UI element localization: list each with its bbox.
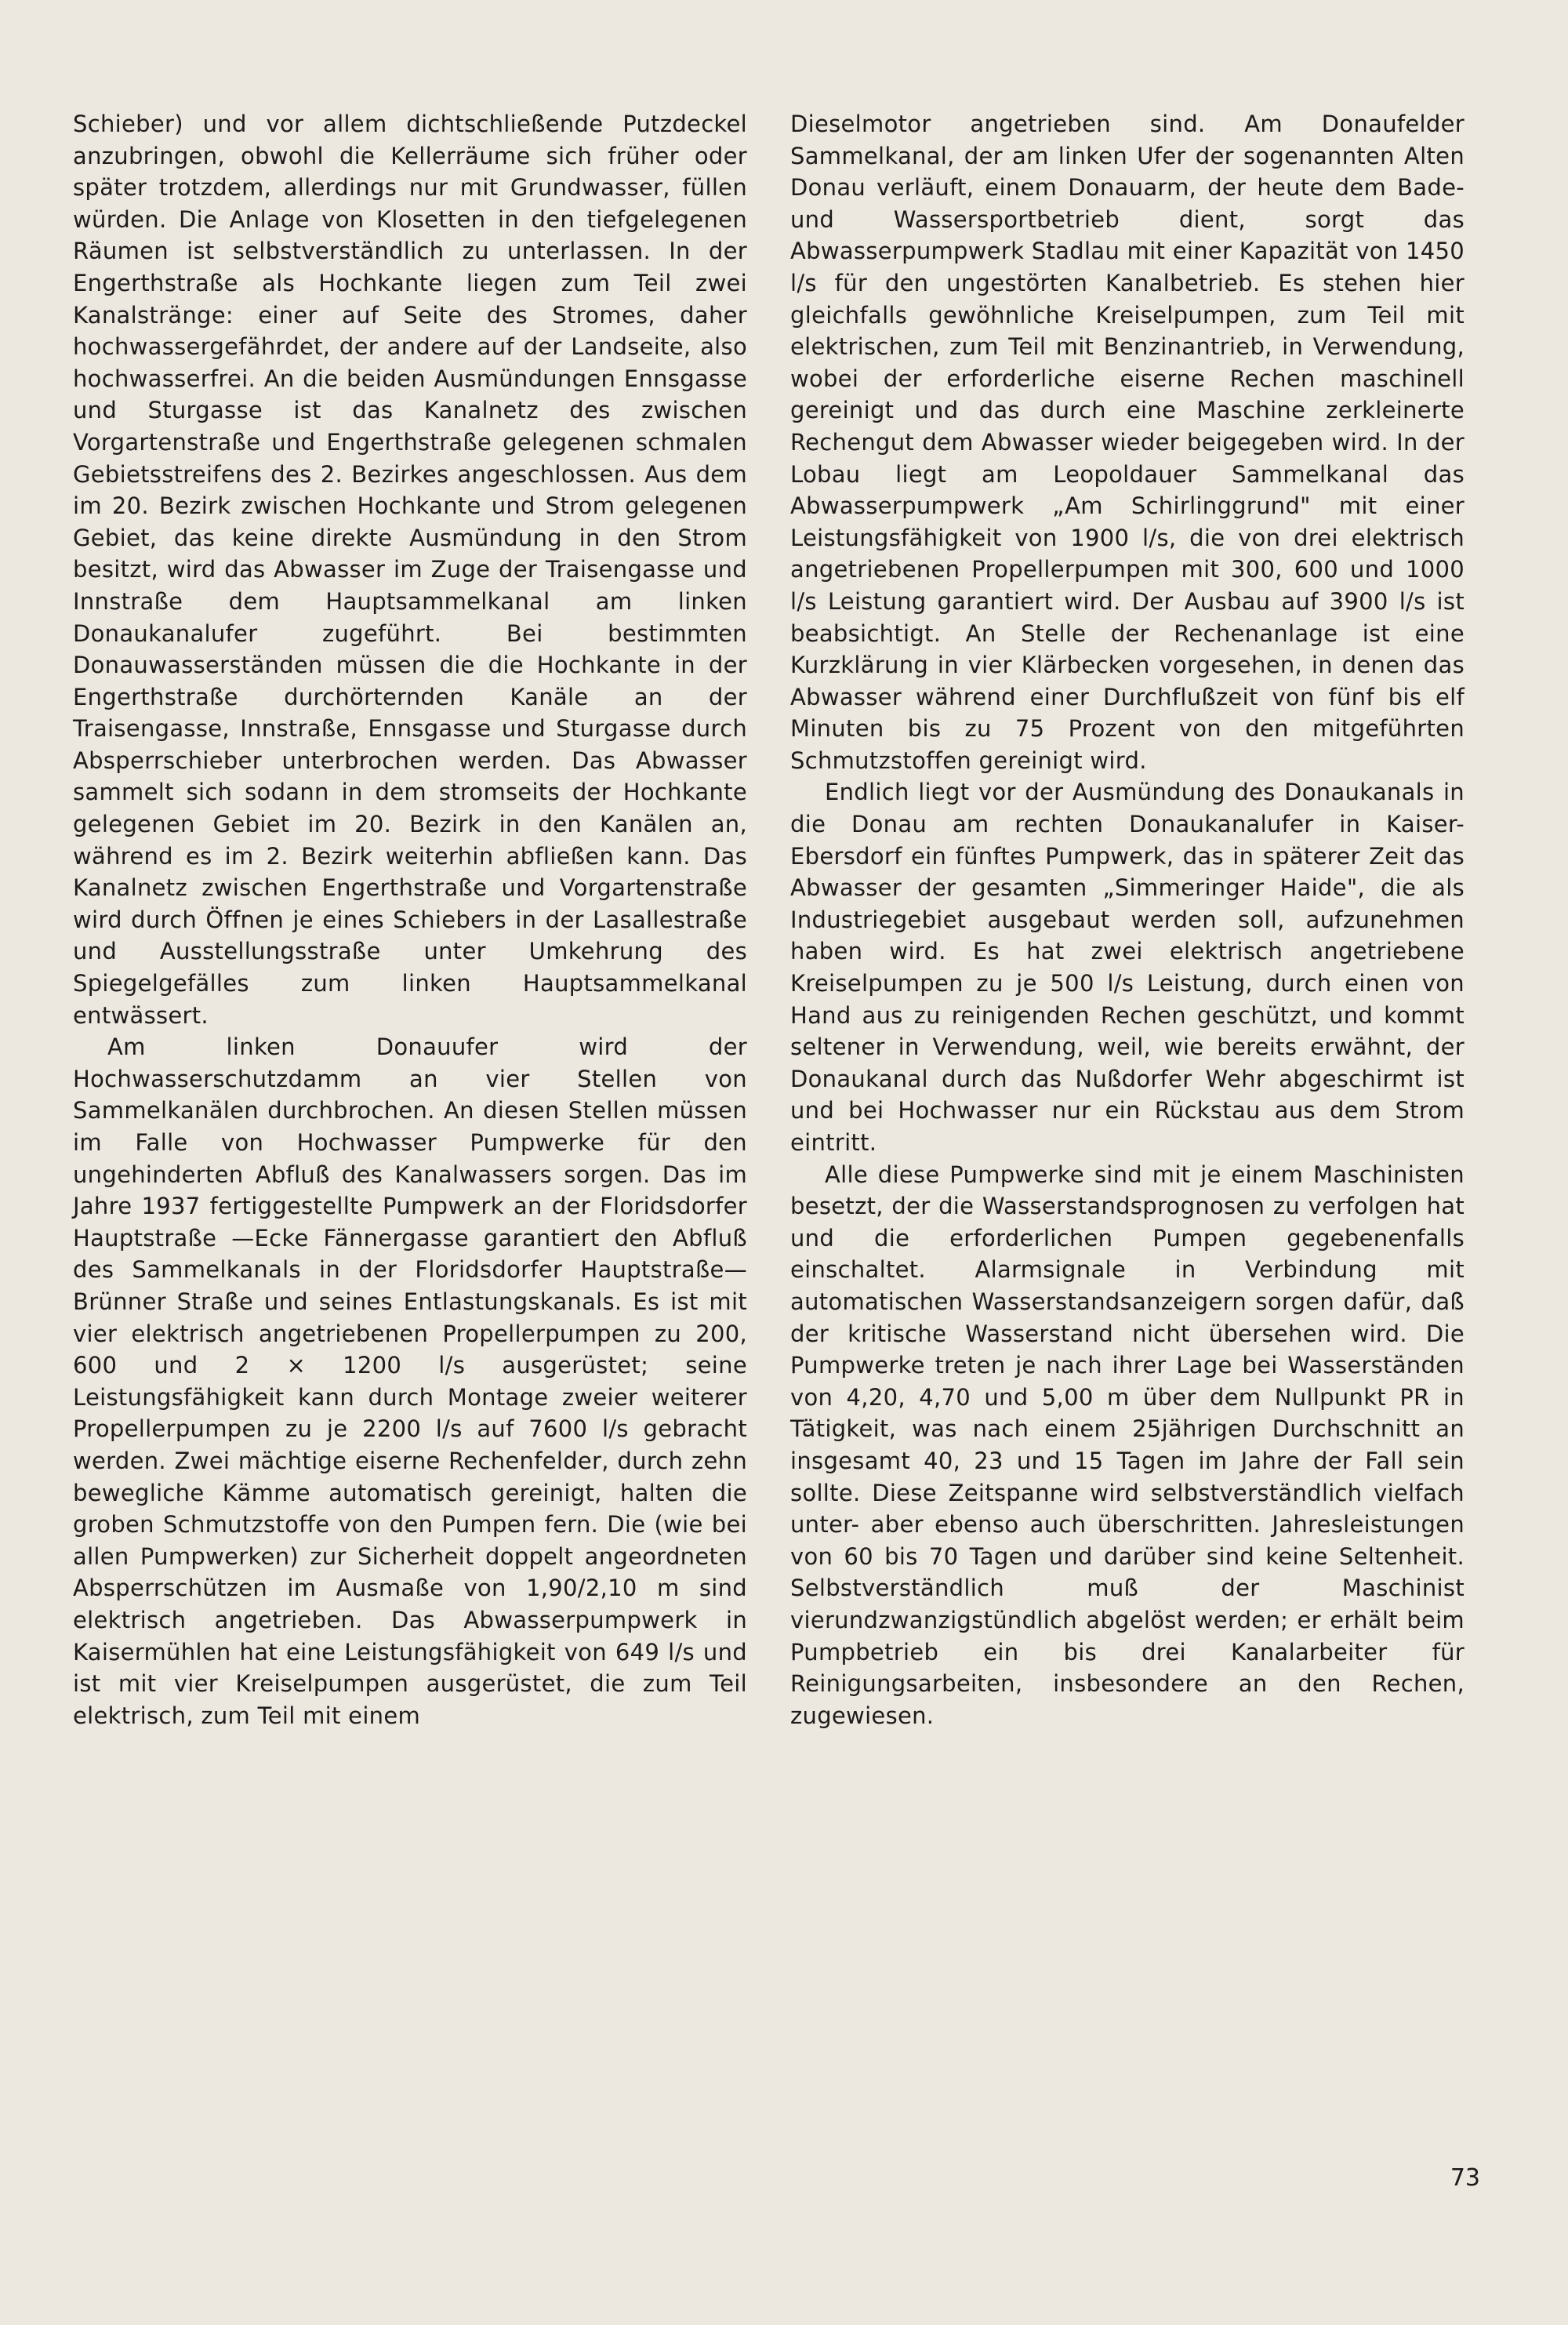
left-paragraph-2: Am linken Donauufer wird der Hochwasserschutzdamm an vier Stellen von Sammelkanälen durchbrochen. An diesen Stellen müssen im Falle von Hochwasser Pumpwerke für den ungehinderten Abfluß des Kanalwassers sorgen. Das im Jahre 1937 fertiggestellte Pumpwerk an der Floridsdorfer Hauptstraße —Ecke Fännergasse garantiert den Abfluß des Sammelkanals in der Floridsdorfer Hauptstraße—Brünner Straße und seines Entlastungskanals. Es ist mit vier elektrisch angetriebenen Propellerpumpen zu 200, 600 und 2 × 1200 l/s ausgerüstet; seine Leistungsfähigkeit kann durch Montage zweier weiterer Propellerpumpen zu je 2200 l/s auf 7600 l/s gebracht werden. Zwei mächtige eiserne Rechenfelder, durch zehn bewegliche Kämme automatisch gereinigt, halten die groben Schmutzstoffe von den Pumpen fern. Die (wie bei allen Pumpwerken) zur Sicherheit doppelt angeordneten Absperrschützen im Ausmaße von 1,90/2,10 m sind elektrisch angetrieben. Das Abwasserpumpwerk in Kaisermühlen hat eine Leistungsfähigkeit von 649 l/s und ist mit vier Kreiselpumpen ausgerüstet, die zum Teil elektrisch, zum Teil mit einem bbox=[73, 1034, 747, 1729]
right-paragraph-1: Dieselmotor angetrieben sind. Am Donaufelder Sammelkanal, der am linken Ufer der sogenannten Alten Donau verläuft, einem Donauarm, der heute dem Bade- und Wassersportbetrieb dient, sorgt das Abwasserpumpwerk Stadlau mit einer Kapazität von 1450 l/s für den ungestörten Kanalbetrieb. Es stehen hier gleichfalls gewöhnliche Kreiselpumpen, zum Teil mit elektrischen, zum Teil mit Benzinantrieb, in Verwendung, wobei der erforderliche eiserne Rechen maschinell gereinigt und das durch eine Maschine zerkleinerte Rechengut dem Abwasser wieder beigegeben wird. In der Lobau liegt am Leopoldauer Sammelkanal das Abwasserpumpwerk „Am Schirlinggrund" mit einer Leistungsfähigkeit von 1900 l/s, die von drei elektrisch angetriebenen Propellerpumpen mit 300, 600 und 1000 l/s Leistung garantiert wird. Der Ausbau auf 3900 l/s ist beabsichtigt. An Stelle der Rechenanlage ist eine Kurzklärung in vier Klärbecken vorgesehen, in denen das Abwasser während einer Durchflußzeit von fünf bis elf Minuten bis zu 75 Prozent von den mitgeführten Schmutzstoffen gereinigt wird. bbox=[790, 111, 1465, 774]
page-number: 73 bbox=[1450, 2164, 1480, 2192]
right-paragraph-2: Endlich liegt vor der Ausmündung des Donaukanals in die Donau am rechten Donaukanalufer in Kaiser-Ebersdorf ein fünftes Pumpwerk, das in späterer Zeit das Abwasser der gesamten „Simmeringer Haide", die als Industriegebiet ausgebaut werden soll, aufzunehmen haben wird. Es hat zwei elektrisch angetriebene Kreiselpumpen zu je 500 l/s Leistung, durch einen von Hand aus zu reinigenden Rechen geschützt, und kommt seltener in Verwendung, weil, wie bereits erwähnt, der Donaukanal durch das Nußdorfer Wehr abgeschirmt ist und bei Hochwasser nur ein Rückstau aus dem Strom eintritt. bbox=[790, 779, 1465, 1156]
right-text-column bbox=[790, 108, 1465, 1731]
left-paragraph-1: Schieber) und vor allem dichtschließende Putzdeckel anzubringen, obwohl die Kellerräume sich früher oder später trotzdem, allerdings nur mit Grundwasser, füllen würden. Die Anlage von Klosetten in den tiefgelegenen Räumen ist selbstverständlich zu unterlassen. In der Engerthstraße als Hochkante liegen zum Teil zwei Kanalstränge: einer auf Seite des Stromes, daher hochwassergefährdet, der andere auf der Landseite, also hochwasserfrei. An die beiden Ausmündungen Ennsgasse und Sturgasse ist das Kanalnetz des zwischen Vorgartenstraße und Engerthstraße gelegenen schmalen Gebietsstreifens des 2. Bezirkes angeschlossen. Aus dem im 20. Bezirk zwischen Hochkante und Strom gelegenen Gebiet, das keine direkte Ausmündung in den Strom besitzt, wird das Abwasser im Zuge der Traisengasse und Innstraße dem Hauptsammelkanal am linken Donaukanalufer zugeführt. Bei bestimmten Donauwasserständen müssen die die Hochkante in der Engerthstraße durchörternden Kanäle an der Traisengasse, Innstraße, Ennsgasse und Sturgasse durch Absperrschieber unterbrochen werden. Das Abwasser sammelt sich sodann in dem stromseits der Hochkante gelegenen Gebiet im 20. Bezirk in den Kanälen an, während es im 2. Bezirk weiterhin abfließen kann. Das Kanalnetz zwischen Engerthstraße und Vorgartenstraße wird durch Öffnen je eines Schiebers in der Lasallestraße und Ausstellungsstraße unter Umkehrung des Spiegelgefälles zum linken Hauptsammelkanal entwässert. bbox=[73, 111, 747, 1029]
left-text-column bbox=[73, 108, 747, 1731]
right-paragraph-3: Alle diese Pumpwerke sind mit je einem Maschinisten besetzt, der die Wasserstandsprognosen zu verfolgen hat und die erforderlichen Pumpen gegebenenfalls einschaltet. Alarmsignale in Verbindung mit automatischen Wasserstandsanzeigern sorgen dafür, daß der kritische Wasserstand nicht übersehen wird. Die Pumpwerke treten je nach ihrer Lage bei Wasserständen von 4,20, 4,70 und 5,00 m über dem Nullpunkt PR in Tätigkeit, was nach einem 25jährigen Durchschnitt an insgesamt 40, 23 und 15 Tagen im Jahre der Fall sein sollte. Diese Zeitspanne wird selbstverständlich vielfach unter- aber ebenso auch überschritten. Jahresleistungen von 60 bis 70 Tagen und darüber sind keine Seltenheit. Selbstverständlich muß der Maschinist vierundzwanzigstündlich abgelöst werden; er erhält beim Pumpbetrieb ein bis drei Kanalarbeiter für Reinigungsarbeiten, insbesondere an den Rechen, zugewiesen. bbox=[790, 1161, 1465, 1729]
